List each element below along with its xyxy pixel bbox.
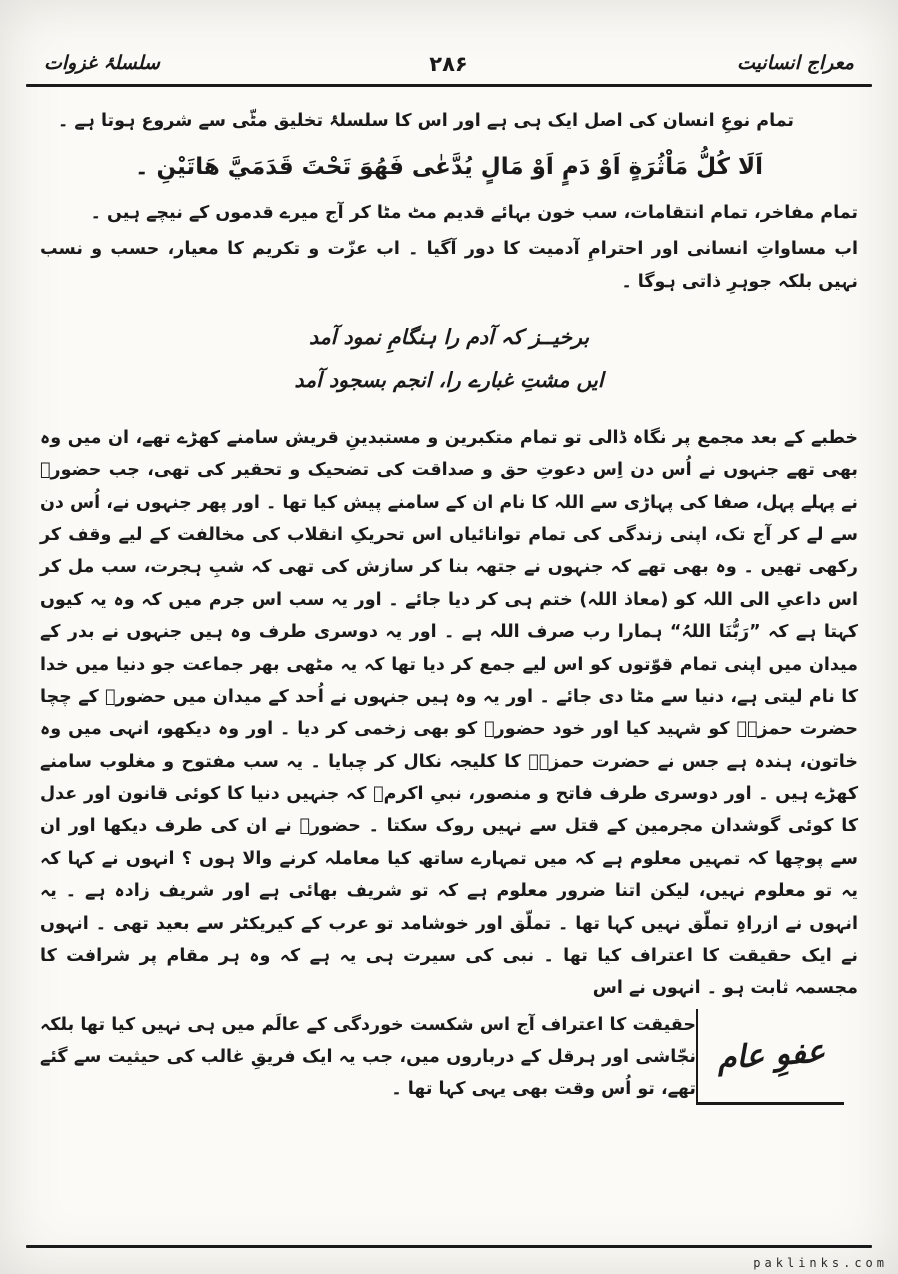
page-number: ۲۸۶ — [429, 52, 468, 76]
header-right-title: معراج انسانیت — [737, 52, 854, 74]
paragraph-amnesty: حقیقت کا اعتراف آج اس شکست خوردگی کے عالَم میں ہی نہیں کیا تھا بلکہ نجّاشی اور ہرقل کے درباروں میں، جب یہ ایک فریقِ غالب کی حیثیت سے گئے تھے، تو اُس وقت بھی یہی کہا تھا ۔ — [40, 1014, 696, 1100]
couplet-line-1: برخیــز کہ آدم را ہنگامِ نمود آمد — [308, 324, 590, 349]
paragraph-sermon-aftermath: خطبے کے بعد مجمع پر نگاہ ڈالی تو تمام متکبرین و مستبدینِ قریش سامنے کھڑے تھے، ان میں وہ بھی تھے جنہوں نے اُس دن اِس دعوتِ حق و صداقت کی تضحیک و تحقیر کی تھی، جب حضورؐ نے پہلے پہل، صفا کی پہاڑی سے اللہ کا نام ان کے سامنے پیش کیا تھا ۔ اور پھر جنہوں نے، اُس دن سے لے کر آج تک، اپنی زندگی کی تمام توانائیاں اس تحریکِ انقلاب کی مخالفت کے لیے وقف کر رکھی تھیں ۔ وہ بھی تھے کہ جنہوں نے جتھہ بنا کر سازش کی تھی کہ شبِ ہجرت، سب مل کر اس داعیِ الی اللہ کو (معاذ اللہ) ختم ہی کر دیا جائے ۔ اور یہ سب اس جرم میں کہ وہ یہ کیوں کہتا ہے کہ ”رَبُّنَا اللہُ“ ہمارا رب صرف اللہ ہے ۔ اور یہ دوسری طرف وہ ہیں جنہوں نے بدر کے میدان میں اپنی تمام قوّتوں کو اس لیے جمع کر دیا تھا کہ یہ مٹھی بھر جماعت جو دنیا میں خدا کا نام لیتی ہے، دنیا سے مٹا دی جائے ۔ اور یہ وہ ہیں جنہوں نے اُحد کے میدان میں حضورؐ کے چچا حضرت حمزہؓ کو شہید کیا اور خود حضورؐ کو بھی زخمی کر دیا ۔ اور وہ دیکھو، انہی میں وہ خاتون، ہندہ ہے جس نے حضرت حمزہؓ کا کلیجہ نکال کر چبایا ۔ یہ سب مفتوح و مغلوب سامنے کھڑے ہیں ۔ اور دوسری طرف فاتح و منصور، نبیِ اکرمؐ کہ جنہیں دنیا کا کوئی قانون اور عدل کا کوئی گوشدان مجرمین کے قتل سے نہیں روک سکتا ۔ حضورؐ نے ان کی طرف دیکھا اور ان سے پوچھا کہ تمہیں معلوم ہے کہ میں تمہارے ساتھ کیا معاملہ کرنے والا ہوں ؟ انہوں نے کہا کہ یہ تو معلوم نہیں، لیکن اتنا ضرور معلوم ہے کہ تو شریف بھائی ہے اور شریف زادہ ہے ۔ یہ انہوں نے ازراہِ تملّق نہیں کہا تھا ۔ تملّق اور خوشامد تو عرب کے کیریکٹر سے بعید تھی ۔ انہوں نے ایک حقیقت کا اعتراف کیا تھا ۔ نبی کی سیرت ہی یہ ہے کہ وہ ہر مقام پر شرافت کا مجسمہ ثابت ہو ۔ انہوں نے اس — [40, 427, 858, 999]
header-left-title: سلسلۂ غزوات — [44, 52, 160, 74]
amnesty-heading: عفوِ عام — [715, 1033, 827, 1077]
couplet-line-2: ایں مشتِ غبارے را، انجم بسجود آمد — [294, 367, 604, 392]
footer-rule — [26, 1245, 872, 1248]
arabic-hadith-line: اَلَا كُلُّ مَاْثُرَةٍ اَوْ دَمٍ اَوْ مَالٍ يُدَّعٰى فَهُوَ تَحْتَ قَدَمَيَّ هَاتَيْنِ ۔ — [134, 154, 764, 181]
page-header — [0, 0, 898, 80]
persian-couplet — [40, 316, 858, 402]
watermark: paklinks.com — [753, 1256, 888, 1270]
amnesty-heading-box — [696, 1009, 844, 1105]
paragraph-human-origin: تمام نوعِ انسان کی اصل ایک ہی ہے اور اس کا سلسلۂ تخلیق مٹّی سے شروع ہوتا ہے ۔ — [58, 111, 794, 131]
page-body — [0, 87, 898, 1106]
paragraph-equality: اب مساواتِ انسانی اور احترامِ آدمیت کا دور آگیا ۔ اب عزّت و تکریم کا معیار، حسب و نسب نہیں بلکہ جوہرِ ذاتی ہوگا ۔ — [40, 239, 858, 292]
amnesty-section — [40, 1009, 858, 1106]
paragraph-hadith-translation: تمام مفاخر، تمام انتقامات، سب خون بہائے قدیم مٹ مٹا کر آج میرے قدموں کے نیچے ہیں ۔ — [90, 202, 858, 223]
